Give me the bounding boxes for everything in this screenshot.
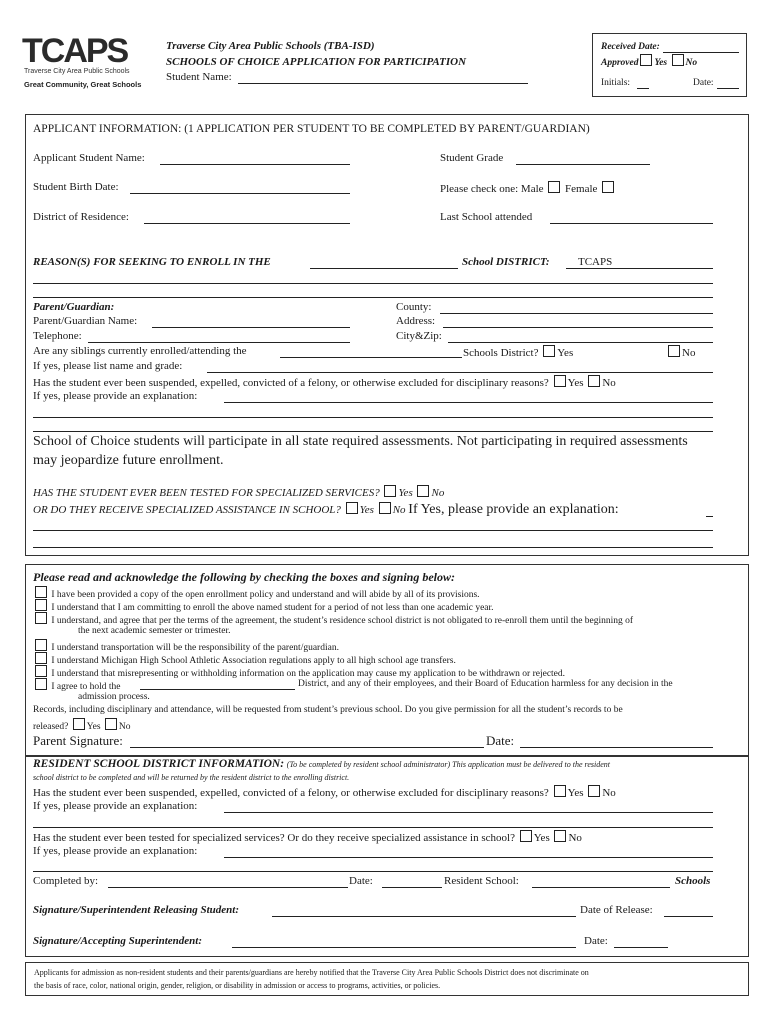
- grade-label: Student Grade: [440, 152, 504, 164]
- resident-note: school district to be completed and will be returned by the resident district to the enrolling district.: [33, 773, 350, 782]
- suspended-no-checkbox[interactable]: [588, 375, 600, 387]
- resident-suspended-explain-line-2[interactable]: [33, 827, 713, 828]
- completed-by-field[interactable]: [108, 887, 348, 888]
- accepting-date-label: Date:: [584, 935, 608, 947]
- female-checkbox[interactable]: [602, 181, 614, 193]
- resident-heading-row: RESIDENT SCHOOL DISTRICT INFORMATION: (To be completed by resident school administrator) This application must be delivered to the resident: [33, 758, 610, 770]
- initials-field[interactable]: [637, 88, 649, 89]
- reason-line-1[interactable]: [33, 283, 713, 284]
- county-field[interactable]: [440, 313, 713, 314]
- completed-date-label: Date:: [349, 875, 373, 887]
- resident-tested-explain-line-2[interactable]: [33, 871, 713, 872]
- last-school-field[interactable]: [550, 223, 713, 224]
- siblings-yes-row: Schools District? Yes: [463, 347, 574, 359]
- ack-item-tail: District, and any of their employees, and their Board of Education harmless for any decision in the: [298, 679, 673, 689]
- address-field[interactable]: [443, 327, 713, 328]
- ack-item: I understand Michigan High School Athletic Association regulations apply to all high school age transfers.: [33, 652, 456, 666]
- resident-school-field[interactable]: [532, 887, 670, 888]
- assessment-notice-2: may jeopardize future enrollment.: [33, 453, 224, 468]
- resident-school-label: Resident School:: [444, 875, 519, 887]
- ack-checkbox[interactable]: [35, 612, 47, 624]
- office-date-field[interactable]: [717, 88, 739, 89]
- ack-item: I agree to hold the: [33, 678, 121, 692]
- telephone-field[interactable]: [88, 342, 350, 343]
- birth-date-label: Student Birth Date:: [33, 181, 119, 193]
- sig-releasing-field[interactable]: [272, 916, 576, 917]
- assistance-question: OR DO THEY RECEIVE SPECIALIZED ASSISTANCE IN SCHOOL? Yes No If Yes, please provide an explanation:: [33, 502, 619, 517]
- suspended-question: Has the student ever been suspended, expelled, convicted of a felony, or otherwise excluded for disciplinary reasons? Yes No: [33, 377, 616, 389]
- schools-label: Schools: [675, 875, 711, 887]
- ack-checkbox[interactable]: [35, 665, 47, 677]
- district-residence-label: District of Residence:: [33, 211, 129, 223]
- approved-label: Approved Yes No: [601, 54, 697, 68]
- sig-releasing-label: Signature/Superintendent Releasing Student:: [33, 904, 240, 916]
- telephone-label: Telephone:: [33, 330, 82, 342]
- logo: TCAPS: [22, 32, 128, 70]
- records-question: Records, including disciplinary and attendance, will be requested from student’s previous school. Do you give permission for all the student’s records to be: [33, 705, 623, 715]
- siblings-yes-checkbox[interactable]: [543, 345, 555, 357]
- ack-item: I understand transportation will be the responsibility of the parent/guardian.: [33, 639, 339, 653]
- received-date-field[interactable]: [663, 52, 739, 53]
- ack-item: I understand that misrepresenting or withholding information on the application may cause my application to be withdrawn or rejected.: [33, 665, 565, 679]
- parent-name-field[interactable]: [152, 327, 350, 328]
- form-title: SCHOOLS OF CHOICE APPLICATION FOR PARTICIPATION: [166, 56, 467, 68]
- ack-item: I understand that I am committing to enroll the above named student for a period of not less than one academic year.: [33, 599, 494, 613]
- ack-item: I understand, and agree that per the terms of the agreement, the student’s residence school district is not obligated to re-enroll them until the beginning of: [33, 612, 633, 626]
- parent-signature-field[interactable]: [130, 747, 484, 748]
- assessment-notice-1: School of Choice students will participate in all state required assessments. Not participating in required assessments: [33, 434, 688, 449]
- reason-label: REASON(S) FOR SEEKING TO ENROLL IN THE: [33, 256, 271, 268]
- county-label: County:: [396, 301, 432, 313]
- birth-date-field[interactable]: [130, 193, 350, 194]
- ack-checkbox[interactable]: [35, 639, 47, 651]
- resident-suspended-question: Has the student ever been suspended, expelled, convicted of a felony, or otherwise excluded for disciplinary reasons? Yes No: [33, 787, 616, 799]
- tested-no-checkbox[interactable]: [417, 485, 429, 497]
- hold-harmless-district-field[interactable]: [140, 689, 295, 690]
- grade-field[interactable]: [516, 164, 650, 165]
- ack-item: I have been provided a copy of the open enrollment policy and understand and will abide by all of its provisions.: [33, 586, 480, 600]
- parent-signature-label: Parent Signature:: [33, 733, 123, 748]
- district-value: TCAPS: [578, 256, 613, 268]
- assistance-explain-field[interactable]: [706, 516, 713, 517]
- date-release-field[interactable]: [664, 916, 713, 917]
- last-school-label: Last School attended: [440, 211, 533, 223]
- accepting-date-field[interactable]: [614, 947, 668, 948]
- date-release-label: Date of Release:: [580, 904, 653, 916]
- reason-district-field[interactable]: [310, 268, 458, 269]
- logo-subtitle: Traverse City Area Public Schools: [24, 68, 130, 75]
- reason-line-2[interactable]: [33, 297, 713, 298]
- suspended-explain-label: If yes, please provide an explanation:: [33, 390, 198, 402]
- student-name-field[interactable]: [160, 164, 350, 165]
- initials-label: Initials:: [601, 78, 631, 88]
- siblings-no-checkbox[interactable]: [668, 345, 680, 357]
- suspended-explain-line-3[interactable]: [33, 431, 713, 432]
- siblings-label: Are any siblings currently enrolled/attending the: [33, 345, 247, 357]
- approved-yes-checkbox[interactable]: [640, 54, 652, 66]
- assistance-yes-checkbox[interactable]: [346, 502, 358, 514]
- sig-accepting-field[interactable]: [232, 947, 576, 948]
- records-permission-row: released? Yes No: [33, 718, 131, 732]
- sig-accepting-label: Signature/Accepting Superintendent:: [33, 935, 203, 947]
- office-date-label: Date:: [693, 78, 714, 88]
- nondiscrimination-notice: [25, 962, 749, 996]
- footer-line-1: Applicants for admission as non-resident students and their parents/guardians are hereby notified that the Traverse City Area Public Schools District does not discriminate on: [34, 968, 589, 977]
- suspended-explain-field[interactable]: [224, 402, 713, 403]
- resident-tested-question: Has the student ever been tested for specialized services? Or do they receive specialized assistance in school? Yes No: [33, 832, 582, 844]
- cityzip-field[interactable]: [448, 342, 713, 343]
- completed-date-field[interactable]: [382, 887, 442, 888]
- suspended-explain-line-2[interactable]: [33, 417, 713, 418]
- ack-checkbox[interactable]: [35, 652, 47, 664]
- resident-suspended-no-checkbox[interactable]: [588, 785, 600, 797]
- records-yes-checkbox[interactable]: [73, 718, 85, 730]
- district-residence-field[interactable]: [144, 223, 350, 224]
- gender-row: Please check one: Male Female: [440, 181, 616, 195]
- suspended-yes-checkbox[interactable]: [554, 375, 566, 387]
- resident-suspended-explain-label: If yes, please provide an explanation:: [33, 800, 198, 812]
- office-use-box: [592, 33, 747, 97]
- footer-line-2: the basis of race, color, national origin, gender, religion, or disability in admission or access to programs, activities, or policies.: [34, 981, 441, 990]
- assistance-explain-label: If Yes, please provide an explanation:: [408, 502, 619, 517]
- male-checkbox[interactable]: [548, 181, 560, 193]
- address-label: Address:: [396, 315, 436, 327]
- assistance-explain-line-2[interactable]: [33, 530, 713, 531]
- records-no-checkbox[interactable]: [105, 718, 117, 730]
- ack-item-continued: admission process.: [78, 692, 150, 702]
- resident-suspended-explain-field[interactable]: [224, 812, 713, 813]
- resident-tested-explain-label: If yes, please provide an explanation:: [33, 845, 198, 857]
- tested-question: HAS THE STUDENT EVER BEEN TESTED FOR SPECIALIZED SERVICES? Yes No: [33, 487, 445, 499]
- ack-checkbox[interactable]: [35, 586, 47, 598]
- header-student-name-label: Student Name:: [166, 71, 232, 83]
- parent-signature-date-label: Date:: [486, 733, 515, 748]
- ack-checkbox[interactable]: [35, 599, 47, 611]
- logo-tagline: Great Community, Great Schools: [24, 80, 142, 89]
- ack-item-continued: the next academic semester or trimester.: [78, 626, 231, 636]
- applicant-heading: APPLICANT INFORMATION: (1 APPLICATION PER STUDENT TO BE COMPLETED BY PARENT/GUARDIAN): [33, 123, 590, 135]
- received-date-label: Received Date:: [601, 42, 660, 52]
- parent-signature-date-field[interactable]: [520, 747, 713, 748]
- resident-tested-yes-checkbox[interactable]: [520, 830, 532, 842]
- approved-no-checkbox[interactable]: [672, 54, 684, 66]
- assistance-explain-line-3[interactable]: [33, 547, 713, 548]
- siblings-no-row: No: [666, 345, 695, 359]
- parent-heading: Parent/Guardian:: [33, 301, 115, 313]
- ack-checkbox[interactable]: [35, 678, 47, 690]
- form-title-district: Traverse City Area Public Schools (TBA-ISD): [166, 40, 375, 52]
- siblings-list-label: If yes, please list name and grade:: [33, 360, 183, 372]
- tested-yes-checkbox[interactable]: [384, 485, 396, 497]
- resident-suspended-yes-checkbox[interactable]: [554, 785, 566, 797]
- siblings-list-field[interactable]: [207, 372, 713, 373]
- district-value-underline: [566, 268, 713, 269]
- resident-tested-no-checkbox[interactable]: [554, 830, 566, 842]
- school-district-label: School DISTRICT:: [462, 256, 550, 268]
- completed-by-label: Completed by:: [33, 875, 99, 887]
- ack-heading: Please read and acknowledge the following by checking the boxes and signing below:: [33, 570, 455, 584]
- header-student-name-field[interactable]: [238, 83, 528, 84]
- assistance-no-checkbox[interactable]: [379, 502, 391, 514]
- cityzip-label: City&Zip:: [396, 330, 442, 342]
- siblings-district-field[interactable]: [280, 357, 462, 358]
- student-name-label: Applicant Student Name:: [33, 152, 145, 164]
- resident-tested-explain-field[interactable]: [224, 857, 713, 858]
- parent-name-label: Parent/Guardian Name:: [33, 315, 138, 327]
